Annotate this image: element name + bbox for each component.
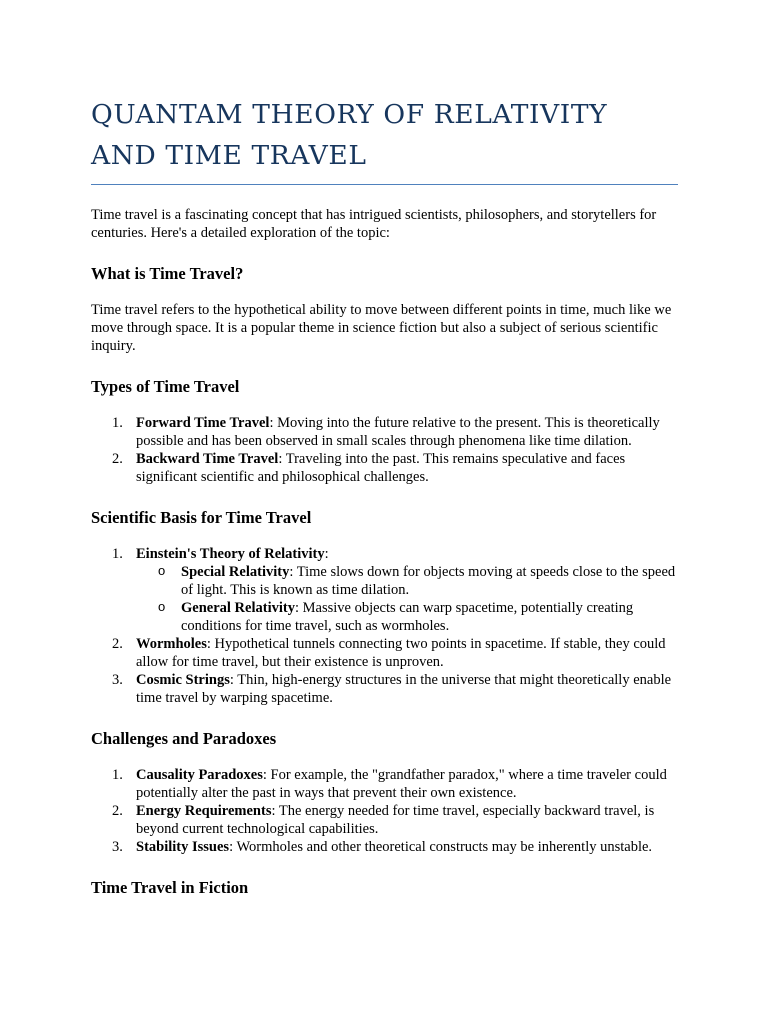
section-heading-types: Types of Time Travel	[91, 377, 240, 396]
list-number: 3.	[112, 672, 123, 688]
list-term: General Relativity	[181, 600, 295, 616]
list-item	[91, 671, 678, 707]
list-term: Einstein's Theory of Relativity	[136, 546, 325, 562]
types-list	[91, 414, 678, 486]
list-term: Wormholes	[136, 636, 207, 652]
section-heading-what-is: What is Time Travel?	[91, 264, 244, 283]
list-item	[91, 838, 678, 856]
scientific-basis-list	[91, 545, 678, 707]
list-item	[91, 450, 678, 486]
list-text: : Massive objects can warp spacetime, potentially creating conditions for time travel, such as wormholes.	[181, 600, 634, 634]
list-text: :	[324, 546, 329, 562]
list-number: 1.	[112, 546, 123, 562]
list-term: Stability Issues	[136, 839, 230, 855]
list-text: : Moving into the future relative to the present. This is theoretically possible and has been observed in small scales through phenomena like time dilation.	[136, 415, 660, 449]
list-item	[91, 766, 678, 802]
section-body-what-is: Time travel refers to the hypothetical ability to move between different points in time, much like we move through space. It is a popular theme in science fiction but also a subject of serious scientific inquiry.	[91, 302, 672, 354]
list-text: : The energy needed for time travel, especially backward travel, is beyond current technological capabilities.	[136, 803, 655, 837]
list-number: 1.	[112, 415, 123, 431]
list-text: : For example, the "grandfather paradox," where a time traveler could potentially alter the past in ways that prevent their own existence.	[136, 767, 667, 801]
sublist-item	[136, 563, 678, 599]
list-number: 3.	[112, 839, 123, 855]
challenges-list	[91, 766, 678, 856]
list-item	[91, 545, 678, 635]
intro-paragraph: Time travel is a fascinating concept that has intrigued scientists, philosophers, and storytellers for centuries. Here's a detailed exploration of the topic:	[91, 207, 657, 241]
list-term: Causality Paradoxes	[136, 767, 263, 783]
list-item	[91, 414, 678, 450]
bullet-marker: o	[158, 599, 166, 614]
list-item	[91, 635, 678, 671]
section-heading-challenges: Challenges and Paradoxes	[91, 729, 277, 748]
list-text: : Wormholes and other theoretical constructs may be inherently unstable.	[229, 839, 653, 855]
section-heading-scientific-basis: Scientific Basis for Time Travel	[91, 508, 312, 527]
document-title: QUANTAM THEORY OF RELATIVITY AND TIME TRAVEL	[91, 94, 678, 185]
list-term: Cosmic Strings	[136, 672, 230, 688]
list-number: 2.	[112, 451, 123, 467]
list-term: Forward Time Travel	[136, 415, 270, 431]
list-number: 2.	[112, 636, 123, 652]
list-term: Backward Time Travel	[136, 451, 279, 467]
bullet-marker: o	[158, 563, 166, 578]
sublist-item	[136, 599, 678, 635]
section-heading-fiction: Time Travel in Fiction	[91, 878, 249, 897]
list-text: : Thin, high-energy structures in the universe that might theoretically enable time travel by warping spacetime.	[136, 672, 672, 706]
list-text: : Traveling into the past. This remains speculative and faces significant scientific and philosophical challenges.	[136, 451, 626, 485]
list-text: : Time slows down for objects moving at speeds close to the speed of light. This is known as time dilation.	[181, 564, 676, 598]
list-term: Energy Requirements	[136, 803, 272, 819]
list-text: : Hypothetical tunnels connecting two points in spacetime. If stable, they could allow for time travel, but their existence is unproven.	[136, 636, 666, 670]
document-page	[91, 94, 678, 898]
list-number: 2.	[112, 803, 123, 819]
list-term: Special Relativity	[181, 564, 290, 580]
list-item	[91, 802, 678, 838]
relativity-sublist	[136, 563, 678, 635]
list-number: 1.	[112, 767, 123, 783]
